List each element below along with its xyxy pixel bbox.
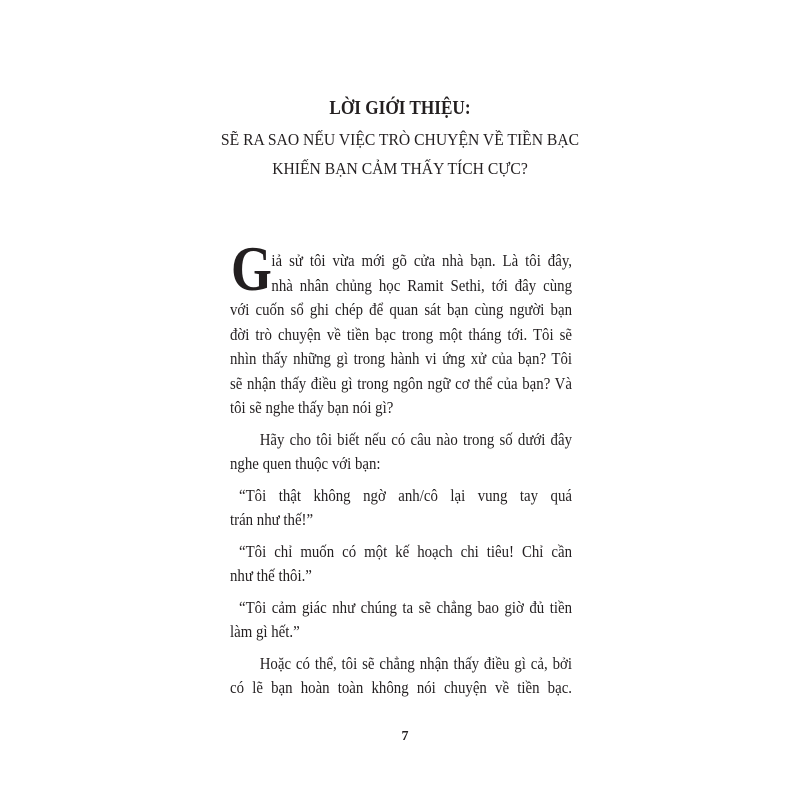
- text-line: Hãy cho tôi biết nếu có câu nào trong số dưới đây: [259, 429, 572, 449]
- text-line: nhìn thấy những gì trong hành vi ứng xử của bạn? Tôi: [230, 349, 572, 368]
- paragraph: [230, 652, 572, 701]
- quote-paragraph: [230, 484, 572, 533]
- text-line: “Tôi chỉ muốn có một kế hoạch chi tiêu! Chỉ cần: [239, 541, 572, 561]
- paragraph: [230, 249, 572, 421]
- text-line: như thế thôi.”: [230, 566, 312, 585]
- subtitle-line: SẼ RA SAO NẾU VIỆC TRÒ CHUYỆN VỀ TIỀN BẠC: [220, 130, 580, 149]
- text-line: iả sử tôi vừa mới gõ cửa nhà bạn. Là tôi đây,: [271, 251, 572, 270]
- drop-cap: G: [231, 233, 272, 304]
- text-line: tôi sẽ nghe thấy bạn nói gì?: [230, 398, 394, 417]
- text-line: “Tôi thật không ngờ anh/cô lại vung tay quá: [239, 485, 572, 505]
- text-line: trán như thế!”: [230, 510, 314, 529]
- chapter-subtitle: [32, 125, 768, 183]
- chapter-title: LỜI GIỚI THIỆU:: [329, 97, 471, 119]
- text-line: sẽ nhận thấy điều gì trong ngôn ngữ cơ thể của bạn? Và: [230, 373, 572, 393]
- text-line: làm gì hết.”: [230, 622, 300, 641]
- text-line: nghe quen thuộc với bạn:: [230, 454, 381, 473]
- text-line: “Tôi cảm giác như chúng ta sẽ chẳng bao giờ đủ tiền: [239, 597, 572, 617]
- text-line: đời trò chuyện về tiền bạc trong một tháng tới. Tôi sẽ: [230, 324, 572, 344]
- text-line: nhà nhân chủng học Ramit Sethi, tới đây cùng: [271, 275, 572, 295]
- quote-paragraph: [230, 540, 572, 589]
- quote-paragraph: [230, 596, 572, 645]
- paragraph: [230, 428, 572, 477]
- text-line: Hoặc có thể, tôi sẽ chẳng nhận thấy điều gì cả, bởi: [259, 653, 572, 673]
- body-text: [230, 249, 572, 701]
- text-line: với cuốn sổ ghi chép để quan sát bạn cùng người bạn: [230, 300, 572, 319]
- subtitle-line: KHIẾN BẠN CẢM THẤY TÍCH CỰC?: [272, 159, 528, 178]
- text-line: có lẽ bạn hoàn toàn không nói chuyện về tiền bạc.: [230, 678, 572, 697]
- page-number: 7: [401, 729, 409, 744]
